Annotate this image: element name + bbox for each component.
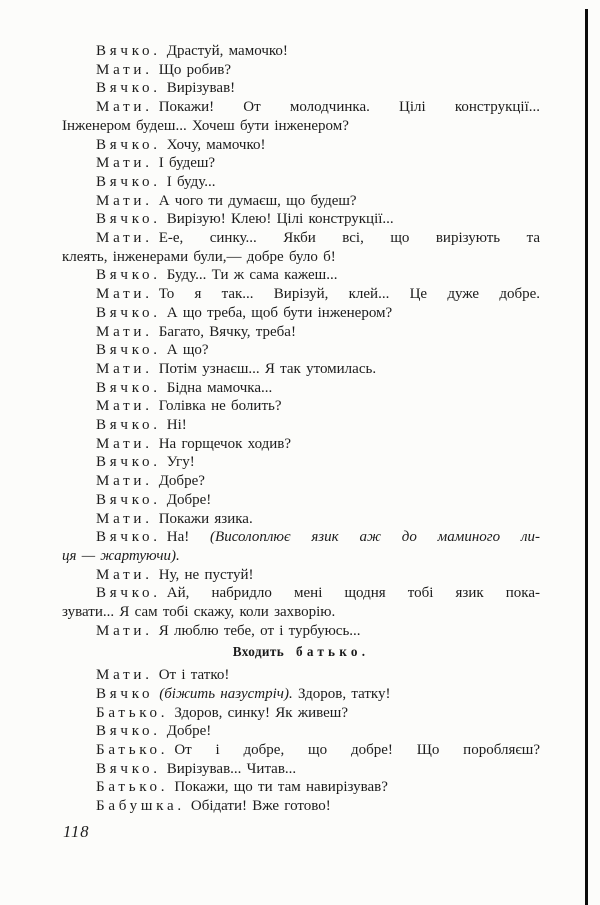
dialogue-text: Покажи! От молодчинка. Цілі конструкції...: [158, 99, 540, 116]
speaker-name: Мати.: [96, 323, 153, 340]
dialogue-text: Драстуй, мамочко!: [166, 43, 288, 59]
stage-remark: ця — жартуючи).: [62, 547, 180, 564]
dialogue-text: Обідати! Вже готово!: [190, 798, 331, 815]
speaker-name: Вячко.: [96, 80, 161, 97]
dialogue-line: [62, 42, 540, 61]
dialogue-text: І буду...: [166, 173, 216, 190]
speaker-name: Мати.: [96, 473, 153, 490]
speaker-name: Вячко.: [96, 342, 161, 359]
speaker-name: Мати.: [96, 155, 153, 172]
speaker-name: Вячко.: [96, 454, 161, 471]
dialogue-text: Добре?: [158, 473, 205, 490]
speaker-name: Вячко.: [96, 173, 161, 190]
dialogue-line: [62, 154, 540, 173]
dialogue-text: Угу!: [166, 454, 195, 471]
dialogue-text: То я так... Вирізуй, клей... Це дуже добре.: [158, 286, 540, 303]
dialogue-text: Хочу, мамочко!: [166, 136, 266, 153]
dialogue-text: Здоров, синку! Як живеш?: [174, 704, 348, 721]
speaker-name: Мати.: [96, 566, 153, 583]
speaker-name: Бабушка.: [96, 798, 185, 815]
dialogue-line: [62, 136, 540, 155]
stage-direction-word: батько.: [296, 643, 370, 659]
dialogue-line: [62, 379, 540, 398]
dialogue-continuation-line: [62, 603, 540, 622]
dialogue-text: На горщечок ходив?: [158, 435, 292, 452]
speaker-name: Мати.: [96, 622, 153, 639]
stage-remark: (Висолоплює язик аж до маминого ли-: [210, 529, 540, 546]
speaker-name: Мати.: [96, 192, 153, 209]
dialogue-text: Здоров, татку!: [292, 685, 391, 702]
dialogue-line: [62, 61, 540, 80]
speaker-name: Мати.: [96, 61, 153, 78]
dialogue-text: От і добре, що добре! Що поробляєш?: [174, 742, 540, 759]
dialogue-continuation-line: [62, 547, 540, 566]
dialogue-line: [62, 397, 540, 416]
dialogue-line: [62, 797, 540, 816]
speaker-name: Мати.: [96, 398, 153, 415]
dialogue-text: Покажи, що ти там навирізував?: [174, 779, 388, 796]
speaker-name: Мати.: [96, 510, 153, 527]
speaker-name: Мати.: [96, 667, 153, 684]
dialogue-text: Що робив?: [158, 61, 231, 78]
dialogue-text: Вирізував!: [166, 80, 236, 97]
dialogue-continuation-line: [62, 117, 540, 136]
dialogue-text: А що?: [166, 342, 209, 359]
speaker-name: Вячко.: [96, 43, 161, 59]
speaker-name: Вячко.: [96, 211, 161, 228]
dialogue-text: І будеш?: [158, 155, 216, 172]
text-block: [62, 42, 540, 816]
dialogue-text: Ні!: [166, 417, 187, 434]
dialogue-text: клеять, інженерами були,— добре було б!: [62, 248, 336, 265]
speaker-name: Мати.: [96, 286, 153, 303]
dialogue-line: [62, 622, 540, 641]
dialogue-line: [62, 79, 540, 98]
dialogue-text: Голівка не болить?: [158, 398, 282, 415]
dialogue-line: [62, 453, 540, 472]
dialogue-text: А що треба, щоб бути інженером?: [166, 304, 393, 321]
dialogue-text: На!: [166, 529, 211, 546]
speaker-name: Вячко.: [96, 267, 161, 284]
dialogue-line: [62, 685, 540, 704]
speaker-name: Вячко.: [96, 491, 161, 508]
dialogue-line: [62, 210, 540, 229]
dialogue-text: Добре!: [166, 723, 212, 740]
speaker-name: Батько.: [96, 742, 169, 759]
speaker-name: Мати.: [96, 230, 153, 247]
dialogue-line: [62, 472, 540, 491]
speaker-name: Батько.: [96, 704, 169, 721]
dialogue-line: [62, 304, 540, 323]
speaker-name: Вячко.: [96, 585, 161, 602]
dialogue-line: [62, 491, 540, 510]
dialogue-text: Покажи язика.: [158, 510, 253, 527]
dialogue-line: [62, 341, 540, 360]
dialogue-line: [62, 528, 540, 547]
speaker-name: Мати.: [96, 360, 153, 377]
dialogue-text: Потім узнаєш... Я так утомилась.: [158, 360, 377, 377]
stage-direction-word: Входить: [232, 643, 285, 659]
dialogue-continuation-line: [62, 248, 540, 267]
page-number: 118: [63, 822, 90, 841]
speaker-name: Вячко.: [96, 760, 161, 777]
dialogue-text: Ай, набридло мені щодня тобі язик пока-: [166, 585, 540, 602]
dialogue-line: [62, 666, 540, 685]
speaker-name: Вячко.: [96, 379, 161, 396]
dialogue-line: [62, 266, 540, 285]
speaker-name: Мати.: [96, 435, 153, 452]
dialogue-line: [62, 285, 540, 304]
dialogue-line: [62, 173, 540, 192]
dialogue-text: А чого ти думаєш, що будеш?: [158, 192, 357, 209]
dialogue-line: [62, 566, 540, 585]
speaker-name: Вячко.: [96, 723, 161, 740]
speaker-name: Вячко: [96, 685, 154, 702]
dialogue-line: [62, 323, 540, 342]
dialogue-line: [62, 584, 540, 603]
dialogue-line: [62, 192, 540, 211]
dialogue-text: Буду... Ти ж сама кажеш...: [166, 267, 338, 284]
speaker-name: Вячко.: [96, 304, 161, 321]
dialogue-line: [62, 760, 540, 779]
dialogue-line: [62, 98, 540, 117]
speaker-name: Вячко.: [96, 136, 161, 153]
dialogue-text: Вирізую! Клею! Цілі конструкції...: [166, 211, 394, 228]
dialogue-line: [62, 704, 540, 723]
speaker-name: Мати.: [96, 99, 153, 116]
speaker-name: Вячко.: [96, 417, 161, 434]
dialogue-line: [62, 722, 540, 741]
dialogue-text: Вирізував... Читав...: [166, 760, 297, 777]
dialogue-text: зувати... Я сам тобі скажу, коли захворію.: [62, 604, 336, 621]
dialogue-line: [62, 416, 540, 435]
dialogue-text: Багато, Вячку, треба!: [158, 323, 296, 340]
dialogue-line: [62, 229, 540, 248]
stage-direction: [62, 643, 540, 662]
dialogue-line: [62, 778, 540, 797]
dialogue-text: Ну, не пустуй!: [158, 566, 254, 583]
speaker-name: Вячко.: [96, 529, 161, 546]
dialogue-text: От і татко!: [158, 667, 230, 684]
page-edge-line: [585, 9, 588, 905]
dialogue-text: Я люблю тебе, от і турбуюсь...: [158, 622, 361, 639]
dialogue-text: Інженером будеш... Хочеш бути інженером?: [62, 117, 349, 134]
dialogue-text: Е-е, синку... Якби всі, що вирізують та: [158, 230, 540, 247]
dialogue-line: [62, 360, 540, 379]
dialogue-text: Бідна мамочка...: [166, 379, 273, 396]
speaker-name: Батько.: [96, 779, 169, 796]
dialogue-line: [62, 741, 540, 760]
stage-remark: (біжить назустріч).: [159, 685, 293, 702]
dialogue-text: Добре!: [166, 491, 212, 508]
dialogue-line: [62, 510, 540, 529]
dialogue-line: [62, 435, 540, 454]
